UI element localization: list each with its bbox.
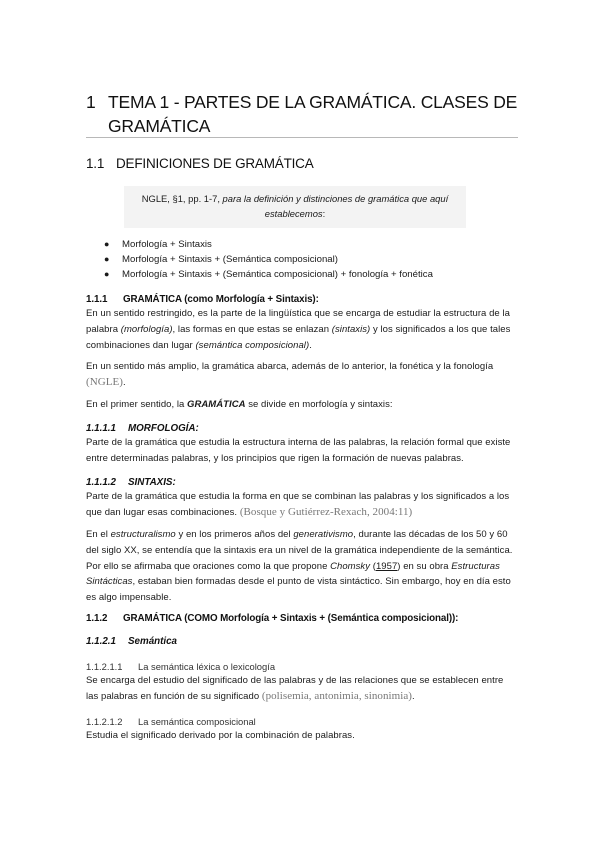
citation: (NGLE) (86, 375, 123, 388)
heading-1-1-2-1-2 (86, 716, 256, 727)
text-run: se divide en morfología y sintaxis: (245, 399, 393, 410)
paragraph-restricted-sense (86, 306, 518, 353)
heading-number: 1.1.2.1.1 (86, 661, 123, 672)
heading-2 (86, 156, 314, 171)
text-run: , las formas en que estas se enlazan (172, 323, 332, 335)
heading-title: SINTAXIS: (128, 477, 176, 488)
heading-number: 1.1.1.2 (86, 477, 116, 488)
heading-1-1-2-1-1 (86, 661, 275, 672)
heading-1-1-1 (86, 294, 319, 305)
paragraph-sintaxis (86, 489, 518, 521)
heading-title: MORFOLOGÍA: (128, 423, 199, 434)
text-run: , durante las décadas de los 50 y 60 del siglo XX, se entendía que la sintaxis era un nivel de la gramática independiente de la semántica. Por ello se afirmaba que oraciones como la que propone (86, 529, 513, 572)
text-run: Parte de la gramática que estudia la forma en que se combinan las palabras y los significados a los que dan lugar esas combinaciones. (86, 491, 510, 518)
heading-2-number: 1.1 (86, 156, 105, 171)
paragraph-semantica-composicional (86, 728, 518, 744)
list-item (104, 252, 524, 267)
text-run: Se encarga del estudio del significado de las palabras y de las relaciones que se establecen entre las palabras en función de su significado (86, 675, 504, 702)
text-run: En el primer sentido, la (86, 399, 188, 410)
text-run: En un sentido restringido, es la parte de la lingüística que se encarga de estudiar la estructura de la palabra (86, 308, 510, 335)
text-run: En un sentido más amplio, la gramática abarca, además de lo anterior, la fonética y la fonología (86, 361, 494, 372)
citation-link[interactable]: 1957 (375, 560, 398, 572)
paragraph-broad-sense (86, 359, 518, 391)
heading-number: 1.1.2.1.2 (86, 716, 123, 727)
heading-1-1-1-2 (86, 477, 176, 488)
quote-text: para la definición y distinciones de gramática que aquí establecemos (222, 193, 449, 219)
paragraph-semantica-lexica (86, 673, 518, 705)
heading-1-1-2-1 (86, 636, 177, 647)
citation: (polisemia, antonimia, sinonimia) (261, 689, 412, 702)
list-item (104, 267, 524, 282)
list-item-text: Morfología + Sintaxis + (Semántica composicional) (122, 254, 338, 265)
citation: (Bosque y Gutiérrez-Rexach, 2004:11) (239, 505, 413, 518)
paragraph-morfologia (86, 435, 518, 467)
text-run: , estaban bien formadas desde el punto de vista sintáctico. Sin embargo, hoy en día esto es algo impensable. (86, 576, 511, 604)
quote-box (124, 186, 466, 228)
text-run: Chomsky (330, 560, 371, 572)
heading-number: 1.1.1.1 (86, 423, 116, 434)
text-run: En el (86, 529, 111, 540)
list-item-text: Morfología + Sintaxis + (Semántica composicional) + fonología + fonética (122, 269, 433, 280)
text-run: Estudia el significado derivado por la combinación de palabras. (86, 730, 355, 741)
heading-2-title: DEFINICIONES DE GRAMÁTICA (116, 156, 314, 171)
text-run: ) en su obra (397, 560, 452, 572)
heading-title: La semántica léxica o lexicología (138, 661, 276, 672)
heading-1-1-2 (86, 613, 458, 624)
heading-1-rule (86, 137, 518, 138)
quote-source: NGLE, §1, pp. 1-7, (141, 193, 220, 204)
text-run: y en los primeros años del (175, 529, 294, 540)
bullet-icon: ● (104, 254, 110, 264)
heading-number: 1.1.2 (86, 613, 108, 624)
heading-1-1-1-1 (86, 423, 199, 434)
heading-title: GRAMÁTICA (como Morfología + Sintaxis): (123, 294, 319, 305)
text-run: . (411, 690, 415, 702)
text-run: (semántica composicional) (195, 339, 310, 351)
heading-title: GRAMÁTICA (COMO Morfología + Sintaxis + (Semántica composicional)): (123, 613, 459, 624)
heading-number: 1.1.2.1 (86, 636, 116, 647)
heading-number: 1.1.1 (86, 294, 108, 305)
text-run: . (122, 376, 126, 388)
text-run: y los significados a los que tales combinaciones dan lugar (86, 323, 511, 351)
list-item-text: Morfología + Sintaxis (122, 239, 212, 250)
quote-end: : (322, 208, 326, 219)
bullet-icon: ● (104, 269, 110, 279)
text-run: . (309, 339, 312, 351)
list-item (104, 237, 524, 252)
heading-1 (86, 90, 518, 138)
heading-title: Semántica (128, 636, 178, 647)
paragraph-estructuralismo (86, 527, 518, 606)
text-run: (morfología) (120, 323, 173, 335)
text-run: GRAMÁTICA (187, 399, 246, 410)
paragraph-first-sense (86, 397, 518, 413)
text-run: (sintaxis) (331, 323, 371, 335)
heading-1-number: 1 (86, 92, 96, 112)
text-run: Estructuras Sintácticas (86, 560, 500, 588)
text-run: generativismo (293, 529, 354, 540)
text-run: estructuralismo (110, 529, 176, 540)
bullet-icon: ● (104, 239, 110, 249)
bullet-list (104, 237, 524, 282)
text-run: ( (370, 560, 376, 572)
heading-1-title: TEMA 1 - PARTES DE LA GRAMÁTICA. CLASES DE GRAMÁTICA (108, 92, 518, 136)
heading-title: La semántica composicional (138, 716, 256, 727)
text-run: Parte de la gramática que estudia la estructura interna de las palabras, la relación formal que existe entre determinadas palabras, y los principios que rigen la formación de nuevas palabras. (86, 437, 511, 464)
